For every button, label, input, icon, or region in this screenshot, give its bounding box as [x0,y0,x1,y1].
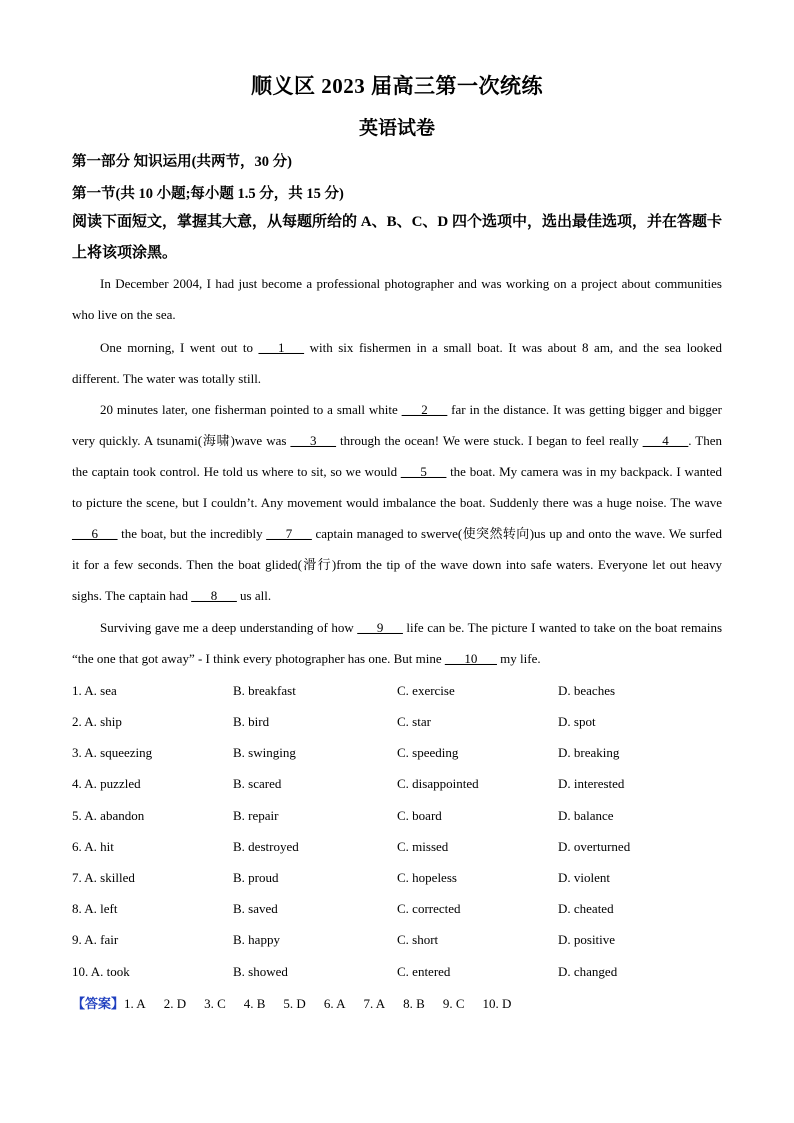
question-row [72,956,722,987]
option-d: D. balance [558,808,614,823]
blank-1: ___1___ [258,340,305,355]
option-a: 3. A. squeezing [72,745,153,760]
blank-6: ___6___ [72,526,118,541]
option-a: 5. A. abandon [72,808,145,823]
option-a: 1. A. sea [72,683,117,698]
answer-item: 6. A [323,996,346,1011]
text-run: us all. [236,588,272,603]
option-b: B. repair [233,808,279,823]
option-a: 9. A. fair [72,932,119,947]
text-run: through the ocean! We were stuck. I began to feel really [336,433,643,448]
option-b: B. showed [233,964,288,979]
option-d: D. violent [558,870,610,885]
text-run: One morning, I went out to [100,340,259,355]
blank-4: ___4___ [642,433,689,448]
passage-paragraph-1: In December 2004, I had just become a professional photographer and was working on a project about communities who live on the sea. [72,276,722,322]
option-c: C. disappointed [397,776,479,791]
question-row [72,800,722,831]
option-a: 7. A. skilled [72,870,135,885]
answer-item: 1. A [124,996,146,1011]
option-c: C. short [397,932,439,947]
instructions: 阅读下面短文，掌握其大意，从每题所给的 A、B、C、D 四个选项中，选出最佳选项，并在答题卡上将该项涂黑。 [72,214,723,261]
option-b: B. saved [233,901,278,916]
answer-key [72,988,529,1019]
option-b: B. bird [233,714,270,729]
answer-item: 2. D [163,996,187,1011]
option-c: C. corrected [397,901,461,916]
option-c: C. missed [397,839,449,854]
blank-9: ___9___ [357,620,403,635]
option-a: 4. A. puzzled [72,776,141,791]
option-d: D. spot [558,714,596,729]
text-run: captain managed to swerve(使突然转向)us up and onto the wave. We surfed it for a few seconds. Then the boat glided(滑行)from the tip of the wave down into safe waters. Everyone let out heavy sighs. The captain had [72,526,723,603]
text-run: the boat. My camera was in my backpack. I wanted to picture the scene, but I couldn’t. Any movement would imbalance the boat. Suddenly there was a huge noise. The wave [72,464,722,510]
option-c: C. board [397,808,442,823]
question-row [72,862,722,893]
answer-item: 5. D [283,996,306,1011]
passage-paragraph-3 [72,394,722,611]
answer-item: 4. B [243,996,266,1011]
blank-8: ___8___ [191,588,237,603]
option-d: D. beaches [558,683,616,698]
option-d: D. overturned [558,839,631,854]
text-run: life can be. The picture I wanted to take on the boat remains “the one that got away” - I think every photographer has one. But mine [72,620,722,666]
option-d: D. positive [558,932,616,947]
blank-2: ___2___ [401,402,448,417]
part-one-header: 第一部分 知识运用(共两节，30 分) [72,154,292,170]
option-b: B. swinging [233,745,296,760]
question-row [72,893,722,924]
text-run: the boat, but the incredibly [117,526,267,541]
option-c: C. star [397,714,431,729]
option-b: B. scared [233,776,282,791]
answer-label: 【答案】 [72,996,125,1011]
option-c: C. speeding [397,745,459,760]
text-run: Surviving gave me a deep understanding of how [100,620,358,635]
question-row [72,706,722,737]
text-run: my life. [496,651,541,666]
blank-3: ___3___ [290,433,336,448]
option-d: D. breaking [558,745,620,760]
question-row [72,768,722,799]
option-d: D. changed [558,964,618,979]
option-b: B. destroyed [233,839,299,854]
text-run: 20 minutes later, one fisherman pointed to a small white [100,402,402,417]
blank-5: ___5___ [400,464,447,479]
option-c: C. hopeless [397,870,457,885]
answer-item: 8. B [403,996,425,1011]
exam-subtitle: 英语试卷 [358,118,435,139]
option-d: D. interested [558,776,625,791]
text-run: far in the distance. It was getting bigger and bigger very quickly. A tsunami(海啸)wave was [72,402,722,448]
passage-paragraph-4 [72,612,722,674]
option-d: D. cheated [558,901,614,916]
passage-paragraph-2 [72,332,722,394]
answer-item: 3. C [204,996,226,1011]
question-row [72,924,722,955]
option-c: C. entered [397,964,451,979]
exam-title: 顺义区 2023 届高三第一次统练 [251,74,543,98]
blank-7: ___7___ [266,526,312,541]
question-row [72,675,722,706]
blank-10: ___10___ [444,651,497,666]
option-b: B. happy [233,932,280,947]
question-row [72,737,722,768]
question-row [72,831,722,862]
section-one-header: 第一节(共 10 小题;每小题 1.5 分，共 15 分) [72,186,344,202]
text-run: . Then the captain took control. He told us where to sit, so we would [72,433,723,479]
option-b: B. proud [233,870,279,885]
option-b: B. breakfast [233,683,296,698]
option-a: 6. A. hit [72,839,114,854]
answer-item: 10. D [482,996,512,1011]
option-c: C. exercise [397,683,455,698]
answer-item: 7. A [363,996,386,1011]
option-a: 8. A. left [72,901,118,916]
answer-item: 9. C [442,996,465,1011]
text-run: with six fishermen in a small boat. It was about 8 am, and the sea looked different. The water was totally still. [72,340,722,386]
option-a: 2. A. ship [72,714,122,729]
option-a: 10. A. took [72,964,130,979]
